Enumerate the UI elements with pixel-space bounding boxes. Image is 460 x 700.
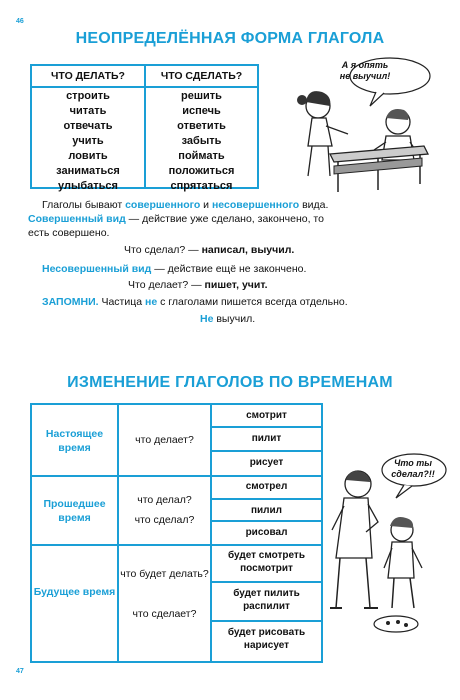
text-line-8: Не выучил. bbox=[200, 313, 256, 325]
verb: ловить bbox=[68, 150, 108, 162]
speech-bubble-2-text: Что ты сделал?!! bbox=[391, 458, 435, 479]
verb: положиться bbox=[168, 165, 235, 177]
tenses-table bbox=[30, 403, 323, 663]
tense-past: Прошедшее время bbox=[43, 498, 106, 524]
verb: строить bbox=[66, 90, 110, 102]
question: что делает? bbox=[135, 434, 194, 446]
text-line-7: ЗАПОМНИ. Частица не с глаголами пишется всегда отдельно. bbox=[42, 296, 348, 308]
verb: читать bbox=[69, 105, 107, 117]
verb: решить bbox=[181, 90, 222, 102]
verb: поймать bbox=[178, 150, 225, 162]
verb: ответить bbox=[177, 120, 226, 132]
tense-present: Настоящее время bbox=[45, 428, 104, 454]
verb: испечь bbox=[182, 105, 221, 117]
question: что будет делать? bbox=[120, 568, 209, 580]
aspect-table bbox=[30, 64, 259, 192]
verb: улыбаться bbox=[58, 180, 118, 192]
header-chto-sdelat: ЧТО СДЕЛАТЬ? bbox=[160, 70, 243, 82]
section1-title: НЕОПРЕДЕЛЁННАЯ ФОРМА ГЛАГОЛА bbox=[75, 30, 385, 47]
perfective-column bbox=[146, 89, 257, 194]
text-line-6: Что делает? — пишет, учит. bbox=[128, 279, 268, 291]
verb: забыть bbox=[181, 135, 222, 147]
text-line-5: Несовершенный вид — действие ещё не закончено. bbox=[42, 263, 307, 275]
text-line-1: Глаголы бывают совершенного и несовершенного вида. bbox=[42, 199, 329, 211]
verb-form: смотрел bbox=[245, 481, 288, 492]
verb: спрятаться bbox=[170, 180, 233, 192]
verb-form: пилил bbox=[250, 505, 283, 516]
imperfective-column bbox=[32, 89, 144, 194]
verb-form: смотрит bbox=[246, 410, 287, 421]
section2-title: ИЗМЕНЕНИЕ ГЛАГОЛОВ ПО ВРЕМЕНАМ bbox=[67, 374, 393, 391]
header-chto-delat: ЧТО ДЕЛАТЬ? bbox=[51, 70, 125, 82]
verb-form: будет смотреть посмотрит bbox=[228, 550, 305, 574]
question: что сделал? bbox=[134, 514, 195, 526]
verb-form: будет пилить распилит bbox=[233, 588, 300, 612]
question: что делал? bbox=[137, 494, 192, 506]
page-number-top: 46 bbox=[16, 18, 24, 25]
page-number-bottom: 47 bbox=[16, 668, 24, 675]
text-line-2: Совершенный вид — действие уже сделано, закончено, то bbox=[28, 213, 324, 225]
question: что сделает? bbox=[132, 608, 197, 620]
verb-form: будет рисовать нарисует bbox=[227, 627, 306, 651]
verb-form: рисует bbox=[249, 457, 284, 468]
verb: отвечать bbox=[63, 120, 113, 132]
verb-form: рисовал bbox=[245, 527, 288, 538]
verb-form: пилит bbox=[251, 433, 282, 444]
text-line-3: есть совершено. bbox=[28, 227, 110, 239]
tense-future: Будущее время bbox=[33, 586, 116, 598]
text-line-4: Что сделал? — написал, выучил. bbox=[124, 244, 295, 256]
verb: учить bbox=[72, 135, 104, 147]
speech-bubble-1-text: А я опять не выучил! bbox=[339, 60, 391, 81]
verb: заниматься bbox=[56, 165, 120, 177]
